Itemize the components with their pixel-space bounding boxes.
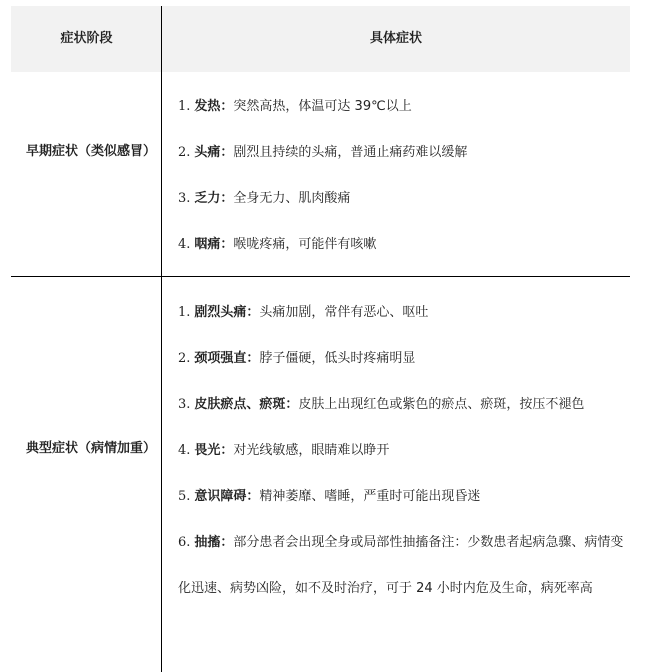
- list-item: [178, 474, 628, 520]
- symptom-desc: 部分患者会出现全身或局部性抽搐备注：少数患者起病急骤、病情变化迅速、病势凶险，如不及时治疗，可于 24 小时内危及生命，病死率高: [178, 535, 624, 596]
- symptom-term: 发热：: [194, 99, 234, 114]
- symptom-term: 咽痛：: [194, 237, 234, 252]
- symptom-desc: 剧烈且持续的头痛，普通止痛药难以缓解: [233, 145, 468, 160]
- list-item: [178, 336, 628, 382]
- item-number: 1.: [178, 305, 191, 320]
- stage-label-typical: 典型症状（病情加重）: [26, 441, 157, 456]
- symptom-desc: 脖子僵硬，低头时疼痛明显: [259, 351, 416, 366]
- item-number: 2.: [178, 145, 191, 160]
- header-stage: 症状阶段: [60, 31, 113, 46]
- list-item: [178, 84, 628, 130]
- symptom-desc: 精神萎靡、嗜睡，严重时可能出现昏迷: [259, 489, 481, 504]
- symptom-desc: 皮肤上出现红色或紫色的瘀点、瘀斑，按压不褪色: [298, 397, 585, 412]
- list-item: [178, 382, 628, 428]
- item-number: 1.: [178, 99, 191, 114]
- list-item: [178, 130, 628, 176]
- item-number: 2.: [178, 351, 191, 366]
- symptom-term: 皮肤瘀点、瘀斑：: [194, 397, 299, 412]
- symptom-term: 意识障碍：: [194, 489, 260, 504]
- item-number: 6.: [178, 535, 191, 550]
- list-item: [178, 428, 628, 474]
- stage-label-early: 早期症状（类似感冒）: [26, 144, 157, 159]
- symptom-desc: 突然高热，体温可达 39℃以上: [233, 99, 412, 114]
- list-item: [178, 176, 628, 222]
- header-symptoms: 具体症状: [369, 31, 422, 46]
- item-number: 3.: [178, 191, 191, 206]
- symptom-desc: 喉咙疼痛，可能伴有咳嗽: [233, 237, 377, 252]
- item-number: 4.: [178, 443, 191, 458]
- list-item: [178, 520, 628, 612]
- item-number: 5.: [178, 489, 191, 504]
- symptom-term: 头痛：: [194, 145, 234, 160]
- symptom-term: 乏力：: [194, 191, 234, 206]
- list-item: [178, 222, 628, 268]
- symptom-term: 颈项强直：: [194, 351, 260, 366]
- column-divider: [161, 6, 162, 672]
- symptom-term: 畏光：: [194, 443, 234, 458]
- symptom-desc: 全身无力、肌肉酸痛: [233, 191, 351, 206]
- symptom-term: 剧烈头痛：: [194, 305, 260, 320]
- row-divider: [11, 276, 630, 277]
- symptom-term: 抽搐：: [194, 535, 234, 550]
- table-header: [11, 6, 630, 72]
- list-item: [178, 290, 628, 336]
- symptom-desc: 头痛加剧，常伴有恶心、呕吐: [259, 305, 429, 320]
- symptom-desc: 对光线敏感，眼睛难以睁开: [233, 443, 390, 458]
- item-number: 3.: [178, 397, 191, 412]
- item-number: 4.: [178, 237, 191, 252]
